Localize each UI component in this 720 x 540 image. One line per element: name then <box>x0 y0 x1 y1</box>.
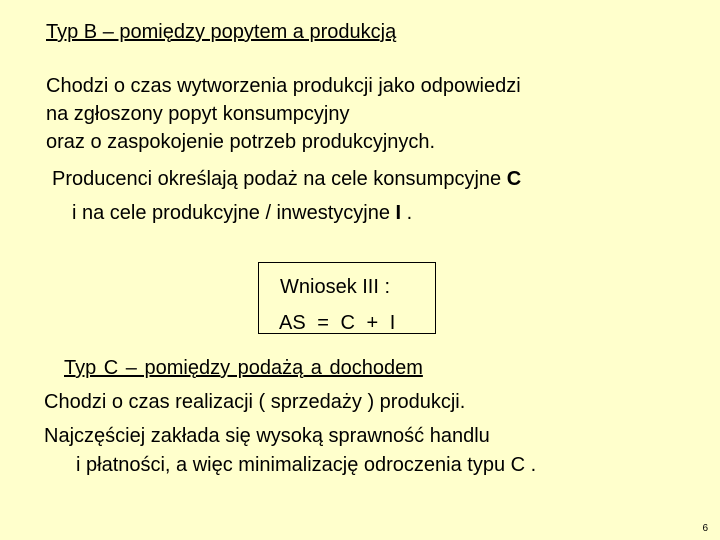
para-c-line-3: i płatności, a więc minimalizację odroczenia typu C . <box>76 454 537 476</box>
producers-line-2-text: i na cele produkcyjne / inwestycyjne <box>72 202 396 224</box>
para-b-line-3: oraz o zaspokojenie potrzeb produkcyjnych. <box>46 131 436 153</box>
para-b-line-2: na zgłoszony popyt konsumpcyjny <box>46 103 350 125</box>
conclusion-box <box>258 262 436 334</box>
heading-type-b: Typ B – pomiędzy popytem a produkcją <box>46 21 397 43</box>
para-c-line-2: Najczęściej zakłada się wysoką sprawność handlu <box>44 425 490 447</box>
para-b-line-1: Chodzi o czas wytworzenia produkcji jako odpowiedzi <box>46 75 521 97</box>
para-c-line-1: Chodzi o czas realizacji ( sprzedaży ) produkcji. <box>44 391 466 413</box>
heading-type-c: Typ C – pomiędzy podażą a dochodem <box>64 357 423 379</box>
producers-line-1-text: Producenci określają podaż na cele konsumpcyjne <box>52 168 507 190</box>
page-number: 6 <box>702 523 708 534</box>
symbol-i: I <box>395 202 402 224</box>
producers-line-2-end: . <box>401 202 413 224</box>
producers-line-1 <box>52 167 521 191</box>
conclusion-formula: AS = C + I <box>279 312 396 334</box>
symbol-c: C <box>506 168 522 190</box>
producers-line-2 <box>72 201 412 225</box>
conclusion-title: Wniosek III : <box>280 276 391 298</box>
